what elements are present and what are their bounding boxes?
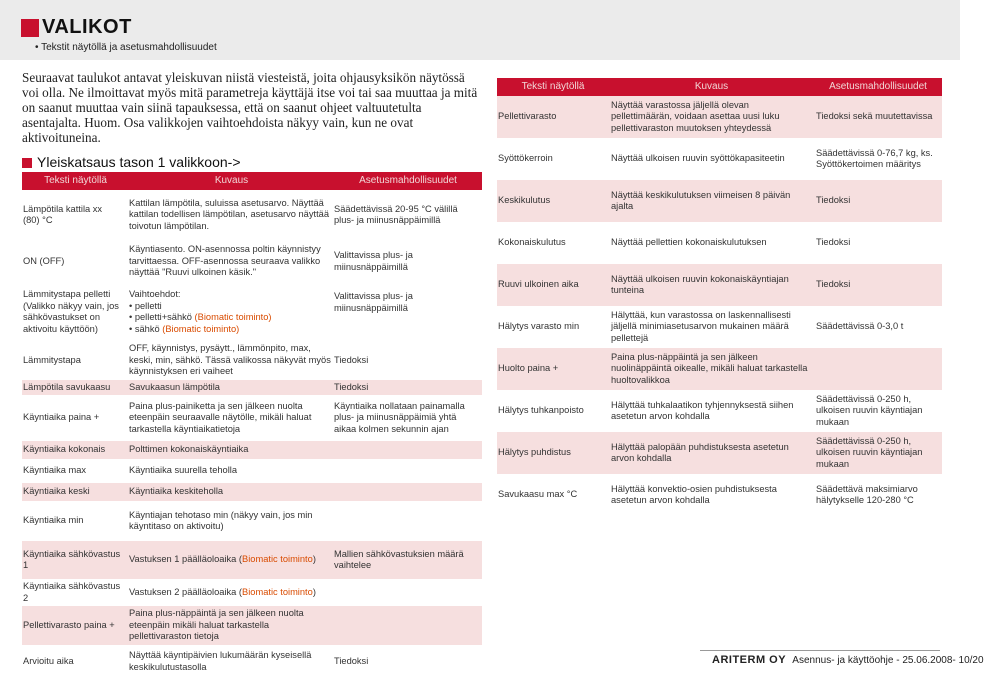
footer-text: Asennus- ja käyttöohje - 25.06.2008- 10/20 <box>792 655 984 666</box>
row-label: Syöttökerroin <box>498 153 553 164</box>
row-setting: Säädettävissä 0-250 h, ulkoisen ruuvin käyntiajan mukaan <box>814 432 942 474</box>
table-row <box>22 645 482 679</box>
table-row <box>497 96 942 138</box>
row-description: Paina plus-näppäintä ja sen jälkeen nuolta eteenpäin mikäli haluat tarkastella pellettivaraston tietoja <box>129 606 334 645</box>
row-label: Lämpötila savukaasu <box>22 380 129 396</box>
row-setting: Säädettävissä 0-250 h, ulkoisen ruuvin käyntiajan mukaan <box>816 393 923 427</box>
row-label: Huolto paina + <box>497 348 609 390</box>
level1-menu-table <box>22 172 482 679</box>
row-description: Käyntiaika keskiteholla <box>129 483 334 501</box>
row-label: Hälytys tuhkanpoisto <box>498 405 584 416</box>
table-row <box>22 190 482 240</box>
page-subtitle: • Tekstit näytöllä ja asetusmahdollisuudet <box>35 42 217 53</box>
row-label: Käyntiaika min <box>23 515 84 526</box>
row-description: Käyntiasento. ON-asennossa poltin käynnistyy tarvittaessa. OFF-asennossa seuraava valikko näyttää "Ruuvi ulkoinen käsik." <box>129 244 321 278</box>
footer-brand: ARITERM OY <box>712 654 787 666</box>
table-row <box>497 138 942 180</box>
option-item: • pelletti <box>129 300 162 311</box>
table-row <box>22 459 482 483</box>
table-row <box>22 606 482 645</box>
option-item: • pelletti+sähkö (Biomatic toiminto) <box>129 312 272 322</box>
row-setting: Mallien sähkövastuksien määrä vaihtelee <box>334 541 482 579</box>
row-label: Arvioitu aika <box>23 655 74 666</box>
table-row <box>22 483 482 501</box>
row-setting: Säädettävissä 0-3,0 t <box>816 321 904 332</box>
page-header <box>0 0 960 60</box>
row-setting: Valittavissa plus- ja miinusnäppäimillä <box>334 291 413 313</box>
footer-rule <box>700 650 940 651</box>
row-label: Käyntiaika max <box>23 465 87 476</box>
row-description: Savukaasun lämpötila <box>129 380 334 396</box>
row-description: Käyntiajan tehotaso min (näkyy vain, jos min käyntitaso on aktivoitu) <box>129 509 313 531</box>
red-square-icon <box>21 19 39 37</box>
row-label: Lämmitystapa pelletti (Valikko näkyy vain, jos sähkövastukset on aktivoitu käyttöön) <box>23 289 119 334</box>
row-description: Näyttää pellettien kokonaiskulutuksen <box>611 237 767 248</box>
row-description: Näyttää varastossa jäljellä olevan pellettimäärän, voidaan asettaa uusi luku pellettivaraston muutoksen yhteydessä <box>609 96 814 138</box>
menu-table-continued <box>497 78 942 516</box>
table-header-row <box>22 172 482 190</box>
row-label: Käyntiaika sähkövastus 2 <box>23 581 121 603</box>
page-title: VALIKOT <box>42 16 132 38</box>
table-row <box>22 541 482 579</box>
row-setting <box>334 483 482 501</box>
row-setting: Valittavissa plus- ja miinusnäppäimillä <box>334 250 413 272</box>
row-setting: Säädettävissä 0-76,7 kg, ks. Syöttökertoimen määritys <box>816 147 933 169</box>
row-setting <box>334 441 482 459</box>
row-setting: Tiedoksi <box>334 655 369 666</box>
section-heading <box>22 154 241 170</box>
table-row <box>497 348 942 390</box>
row-label: Kokonaiskulutus <box>498 237 566 248</box>
header-screen-text: Teksti näytöllä <box>22 172 129 190</box>
table-row <box>497 222 942 264</box>
row-label: Käyntiaika paina + <box>23 412 100 423</box>
page-footer <box>712 654 984 666</box>
table-row <box>22 501 482 541</box>
row-description: Hälyttää tuhkalaatikon tyhjennyksestä siihen asetetun arvon kohdalla <box>611 399 794 421</box>
row-description: Vastuksen 2 päälläoloaika (Biomatic toiminto) <box>129 586 316 597</box>
table-row <box>497 390 942 432</box>
table-row <box>497 432 942 474</box>
header-description: Kuvaus <box>609 78 814 96</box>
row-label: ON (OFF) <box>23 255 65 266</box>
row-setting: Käyntiaika nollataan painamalla plus- ja miinusnäppäimiä yhtä aikaa kolmen sekunnin ajan <box>334 400 465 434</box>
row-setting: Tiedoksi sekä muutettavissa <box>814 96 942 138</box>
red-square-icon <box>22 158 32 168</box>
row-description: Vastuksen 1 päälläoloaika (Biomatic toiminto) <box>129 541 334 579</box>
table-header-row <box>497 78 942 96</box>
row-setting: Tiedoksi <box>814 180 942 222</box>
header-settings: Asetusmahdollisuudet <box>814 78 942 96</box>
row-description: Hälyttää, kun varastossa on laskennallisesti jäljellä minimiasetusarvon mukainen määrä pellettejä <box>611 309 791 343</box>
row-label: Hälytys varasto min <box>498 321 580 332</box>
row-setting: Tiedoksi <box>334 354 369 365</box>
row-label: Hälytys puhdistus <box>497 432 609 474</box>
row-label: Ruuvi ulkoinen aika <box>497 264 609 306</box>
row-label: Keskikulutus <box>497 180 609 222</box>
section-title: Yleiskatsaus tason 1 valikkoon-> <box>37 154 241 170</box>
row-setting <box>334 501 482 541</box>
table-row <box>22 240 482 283</box>
intro-text <box>22 70 482 145</box>
row-description: Paina plus-näppäintä ja sen jälkeen nuolinäppäintä oikealle, mikäli haluat tarkastella huoltovalikkoa <box>609 348 814 390</box>
row-setting <box>814 348 942 390</box>
row-label: Käyntiaika keski <box>22 483 129 501</box>
table-row <box>22 380 482 396</box>
row-setting: Tiedoksi <box>816 237 851 248</box>
header-description: Kuvaus <box>129 172 334 190</box>
row-label: Pellettivarasto <box>497 96 609 138</box>
row-description: Näyttää ulkoisen ruuvin kokonaiskäyntiajan tunteina <box>609 264 814 306</box>
row-description: Näyttää käyntipäivien lukumäärän kyseisellä keskikulutustasolla <box>129 650 312 672</box>
row-label: Lämmitystapa <box>23 354 81 365</box>
row-description: Paina plus-painiketta ja sen jälkeen nuolta eteenpäin seuraavalle näytölle, mikäli haluat tarkastella käyntiaikatietoja <box>129 400 312 434</box>
table-row <box>22 395 482 441</box>
row-description: Kattilan lämpötila, suluissa asetusarvo. Näyttää kattilan todellisen lämpötilan, asetusarvo näyttää toivotun lämpötilan. <box>129 197 330 231</box>
row-description: Käyntiaika suurella teholla <box>129 465 238 476</box>
row-setting <box>334 579 482 606</box>
header-screen-text: Teksti näytöllä <box>497 78 609 96</box>
row-setting: Säädettävä maksimiarvo hälytykselle 120-280 °C <box>816 483 918 505</box>
row-description: OFF, käynnistys, pysäytt., lämmönpito, max, keski, min, sähkö. Tässä valikossa näkyvät myös käynnistyksen eri vaiheet <box>129 343 331 376</box>
row-description: Näyttää ulkoisen ruuvin syöttökapasiteetin <box>611 153 785 164</box>
table-row <box>22 441 482 459</box>
option-item: • sähkö (Biomatic toiminto) <box>129 323 240 334</box>
row-label: Lämpötila kattila xx (80) °C <box>23 203 103 225</box>
header-settings: Asetusmahdollisuudet <box>334 172 482 190</box>
row-description <box>129 283 334 341</box>
row-label: Savukaasu max °C <box>498 489 578 500</box>
row-description: Näyttää keskikulutuksen viimeisen 8 päivän ajalta <box>609 180 814 222</box>
table-row <box>497 264 942 306</box>
table-row <box>497 180 942 222</box>
table-row <box>22 579 482 606</box>
row-setting <box>334 606 482 645</box>
row-setting: Tiedoksi <box>334 380 482 396</box>
row-setting <box>334 459 482 483</box>
row-label: Käyntiaika sähkövastus 1 <box>22 541 129 579</box>
row-description: Hälyttää palopään puhdistuksesta asetetun arvon kohdalla <box>609 432 814 474</box>
options-intro: Vaihtoehdot: <box>129 289 181 299</box>
row-description: Hälyttää konvektio-osien puhdistuksesta asetetun arvon kohdalla <box>611 483 777 505</box>
table-row <box>22 283 482 341</box>
row-setting: Säädettävissä 20-95 °C välillä plus- ja miinusnäppäimillä <box>334 203 458 225</box>
table-row <box>22 341 482 380</box>
intro-paragraph: Seuraavat taulukot antavat yleiskuvan niistä viesteistä, joita ohjausyksikön näytössä voi olla. Ne ilmoittavat myös mitä parametreja käyttäjä itse voi tai saa muuttaa ja mitä on saanut muuttaa vain siinä tapauksessa, että on saanut ohjeet valtuutetulta asentajalta. Huom. Osa valikkojen vaihtoehdoista näkyy vain, kun ne ovat aktivoituneina. <box>22 70 478 145</box>
row-setting: Tiedoksi <box>814 264 942 306</box>
row-label: Käyntiaika kokonais <box>22 441 129 459</box>
row-label: Pellettivarasto paina + <box>22 606 129 645</box>
row-description: Polttimen kokonaiskäyntiaika <box>129 441 334 459</box>
table-row <box>497 306 942 348</box>
table-row <box>497 474 942 516</box>
